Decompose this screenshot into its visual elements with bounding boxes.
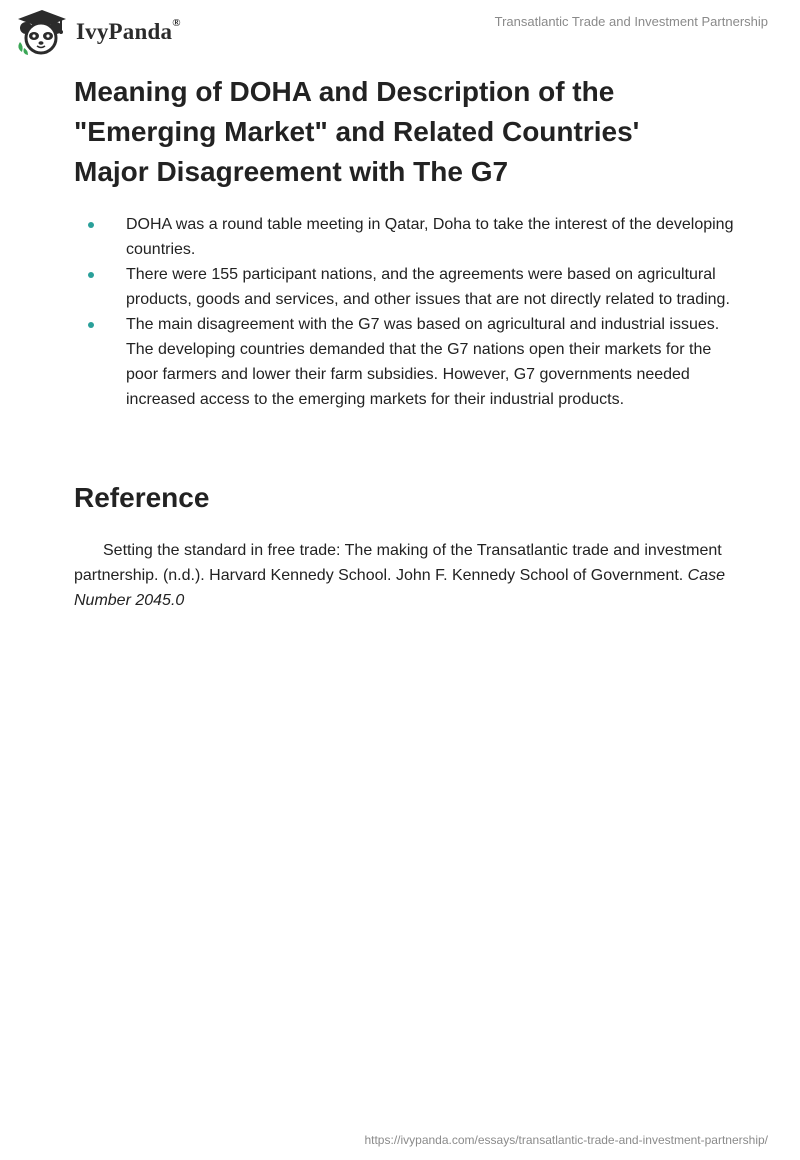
case-number: Case Number 2045.0: [74, 567, 726, 609]
ivypanda-logo[interactable]: [14, 8, 181, 56]
page-title: Meaning of DOHA and Description of the "Emerging Market" and Related Countries' Major Disagreement with The G7: [74, 76, 640, 187]
list-item: DOHA was a round table meeting in Qatar, Doha to take the interest of the developing countries.: [74, 212, 734, 262]
reference-entry: Setting the standard in free trade: The making of the Transatlantic trade and investment partnership. (n.d.). Harvard Kennedy School. John F. Kennedy School of Government. Case Number 2045.0: [74, 542, 726, 609]
list-item: The main disagreement with the G7 was based on agricultural and industrial issues. The developing countries demanded that the G7 nations open their markets for the poor farmers and lower their farm subsidies. However, G7 governments needed increased access to the emerging markets for their industrial products.: [74, 312, 734, 412]
panda-graduation-icon: [14, 8, 70, 56]
brand-name: IvyPanda®: [76, 17, 181, 44]
page-header: [0, 0, 800, 70]
list-item: There were 155 participant nations, and the agreements were based on agricultural products, goods and services, and other issues that are not directly related to trading.: [74, 262, 734, 312]
document-title: Transatlantic Trade and Investment Partnership: [494, 14, 768, 29]
bullet-icon: [88, 222, 94, 228]
reference-heading: Reference: [74, 482, 210, 513]
source-url[interactable]: https://ivypanda.com/essays/transatlantic-trade-and-investment-partnership/: [364, 1133, 768, 1147]
bullet-list: [74, 212, 734, 412]
bullet-icon: [88, 272, 94, 278]
bullet-icon: [88, 322, 94, 328]
